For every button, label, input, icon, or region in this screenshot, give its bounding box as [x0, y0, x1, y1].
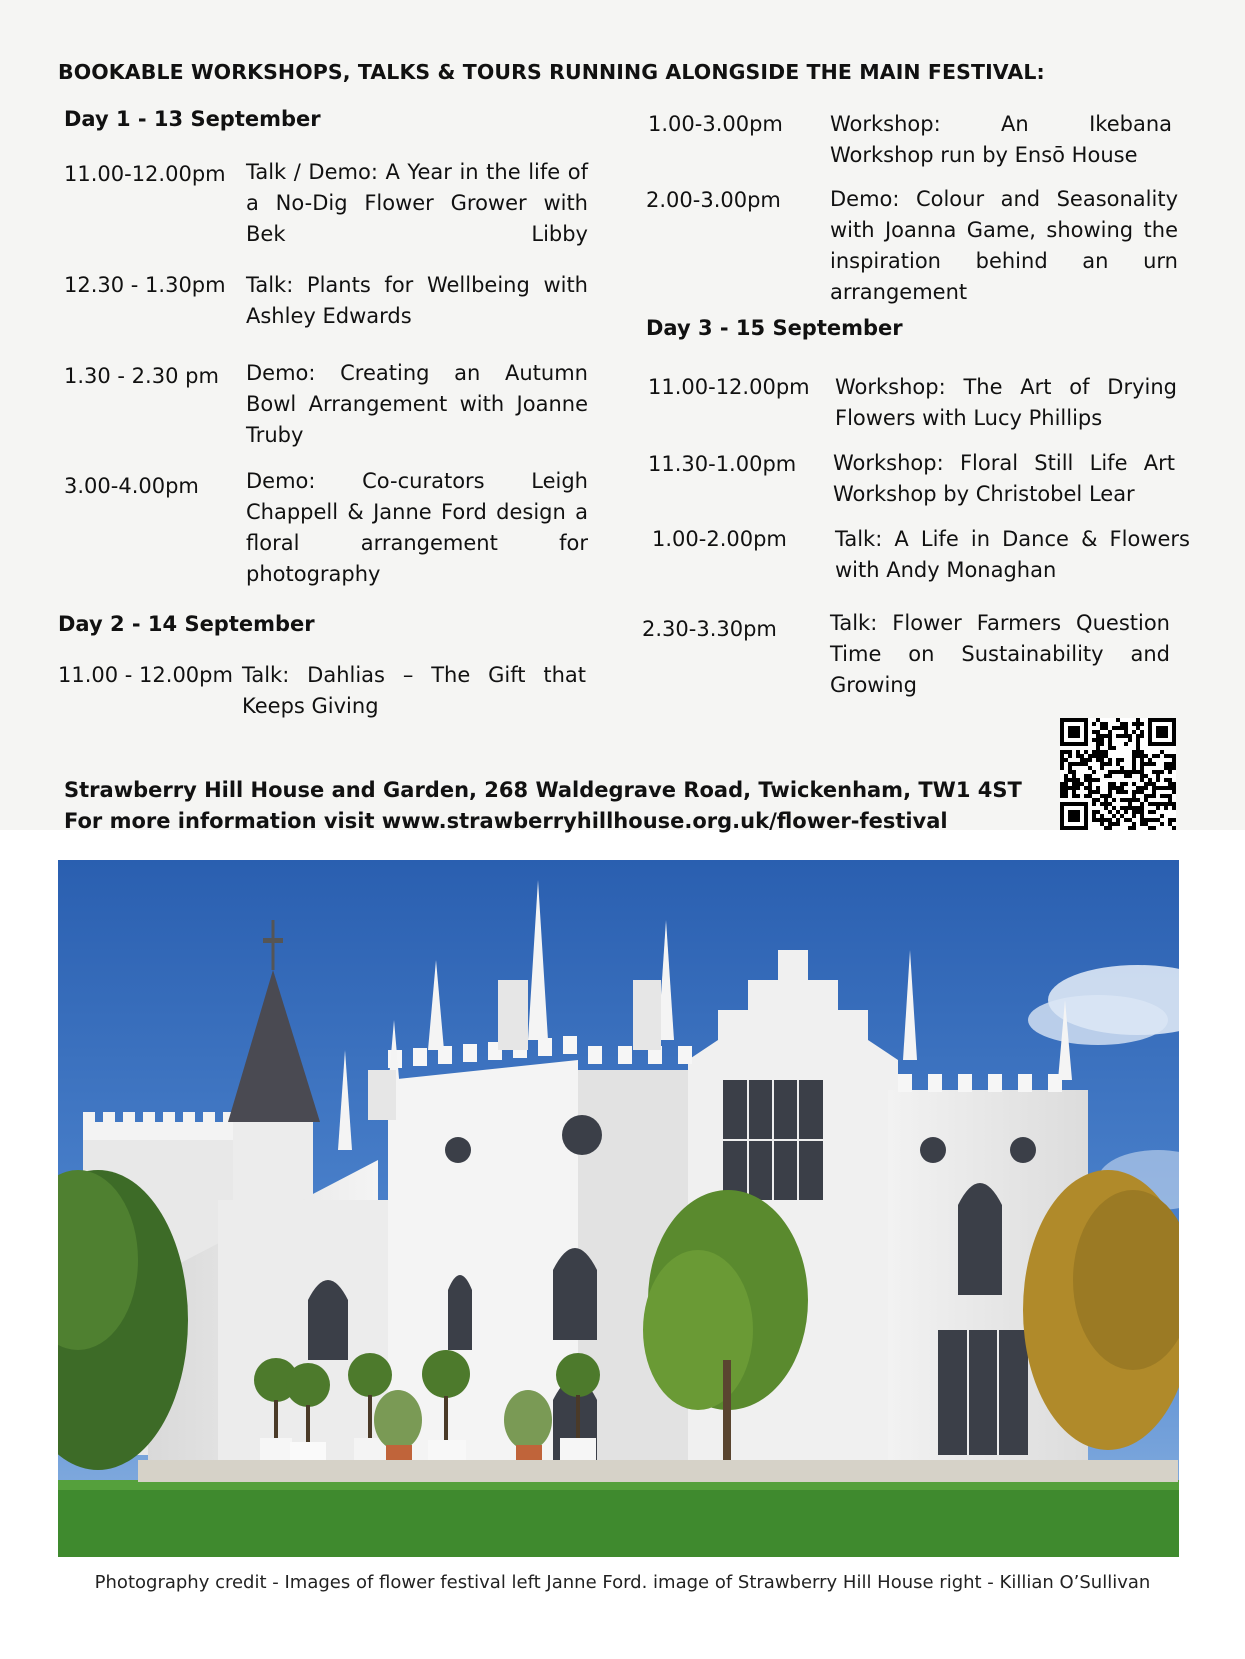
day2-title: Day 2 - 14 September [58, 612, 315, 636]
event-description: Talk: A Life in Dance & Flowers with Andy Monaghan [835, 527, 1190, 582]
event-time: 1.00-2.00pm [652, 527, 787, 551]
event-description: Demo: Creating an Autumn Bowl Arrangement with Joanne Truby [246, 361, 588, 447]
event-description: Workshop: An Ikebana Workshop run by Ensō House [830, 112, 1172, 167]
event-time: 2.00-3.00pm [646, 188, 781, 212]
event-time: 1.30 - 2.30 pm [64, 364, 219, 388]
info-link[interactable]: For more information visit www.strawberryhillhouse.org.uk/flower-festival [64, 809, 948, 833]
event-description: Demo: Colour and Seasonality with Joanna Game, showing the inspiration behind an urn arrangement [830, 187, 1178, 304]
event-description: Workshop: The Art of Drying Flowers with Lucy Phillips [835, 375, 1177, 430]
event-time: 3.00-4.00pm [64, 474, 199, 498]
event-time: 1.00-3.00pm [648, 112, 783, 136]
venue-info [64, 775, 1022, 837]
event-description: Talk: Flower Farmers Question Time on Sustainability and Growing [830, 611, 1170, 697]
event-time: 2.30-3.30pm [642, 617, 777, 641]
page-heading: BOOKABLE WORKSHOPS, TALKS & TOURS RUNNING ALONGSIDE THE MAIN FESTIVAL: [58, 60, 1045, 84]
qr-code[interactable] [1060, 718, 1176, 830]
event-description: Talk / Demo: A Year in the life of a No-Dig Flower Grower with Bek Libby [246, 160, 588, 246]
event-description: Demo: Co-curators Leigh Chappell & Janne Ford design a floral arrangement for photography [246, 469, 588, 586]
event-description: Workshop: Floral Still Life Art Workshop by Christobel Lear [833, 451, 1175, 506]
event-time: 11.30-1.00pm [648, 452, 797, 476]
day3-title: Day 3 - 15 September [646, 316, 903, 340]
event-time: 11.00-12.00pm [648, 375, 810, 399]
event-description: Talk: Plants for Wellbeing with Ashley Edwards [246, 273, 588, 328]
event-time: 12.30 - 1.30pm [64, 273, 226, 297]
house-photo [58, 860, 1179, 1557]
qr-code-icon [1060, 718, 1176, 830]
strawberry-hill-house-image [58, 860, 1179, 1557]
venue-address: Strawberry Hill House and Garden, 268 Waldegrave Road, Twickenham, TW1 4ST [64, 778, 1022, 802]
event-time: 11.00-12.00pm [64, 162, 226, 186]
photo-credit: Photography credit - Images of flower festival left Janne Ford. image of Strawberry Hill House right - Killian O’Sullivan [94, 1572, 1151, 1593]
event-time: 11.00 - 12.00pm [58, 663, 233, 687]
day1-title: Day 1 - 13 September [64, 107, 321, 131]
event-description: Talk: Dahlias – The Gift that Keeps Giving [242, 663, 586, 718]
